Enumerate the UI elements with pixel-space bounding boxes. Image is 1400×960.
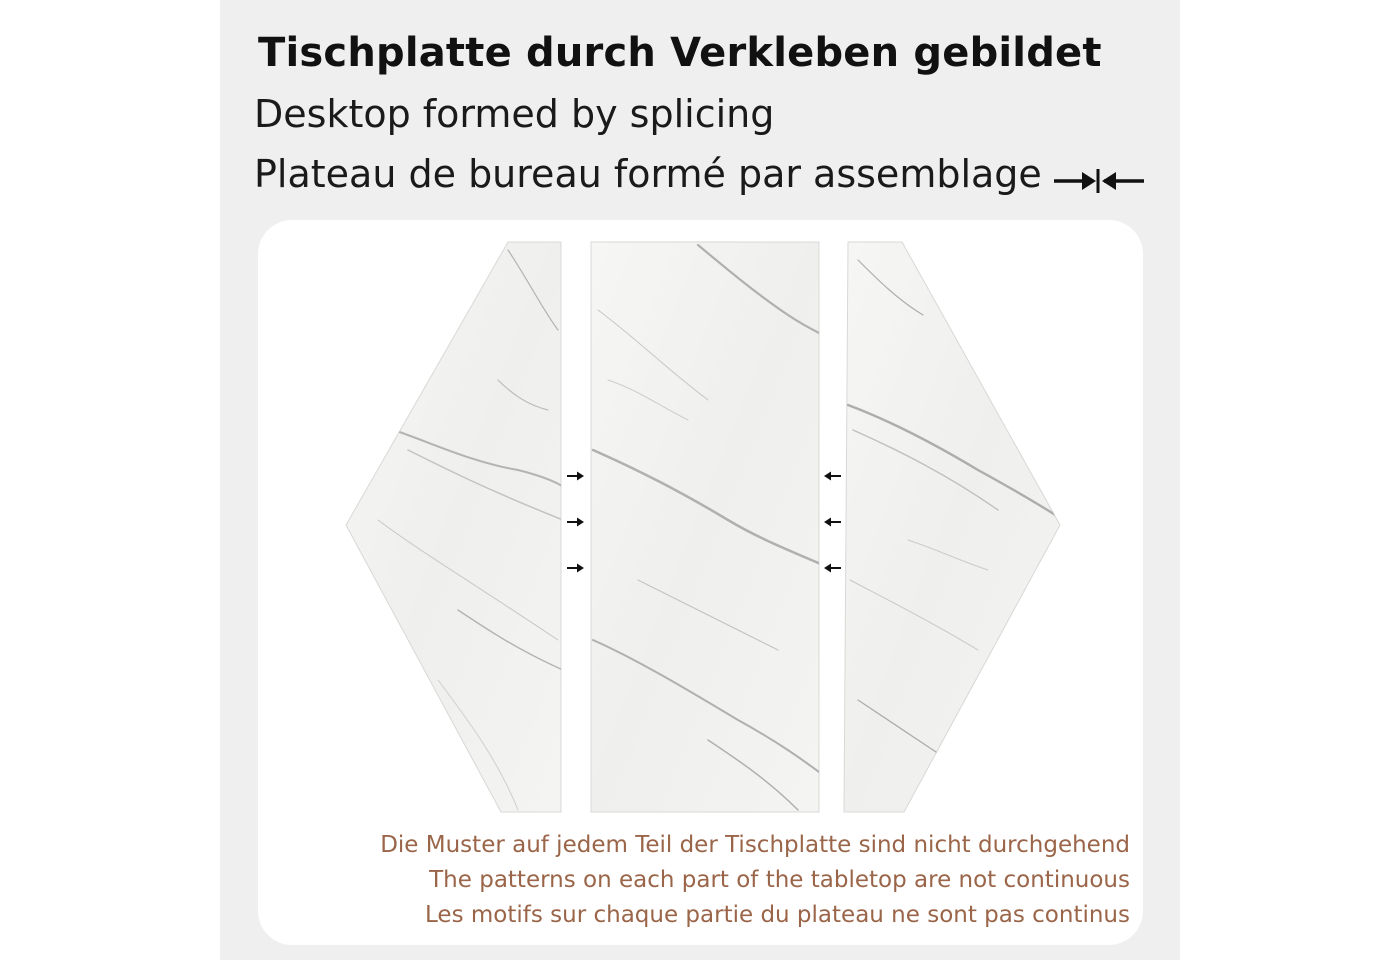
pattern-notice [380, 828, 1130, 933]
arrow-right-icon [567, 518, 584, 527]
arrow-right-icon [567, 472, 584, 481]
arrows-pointing-together-icon [1052, 164, 1148, 198]
title-french: Plateau de bureau formé par assemblage [254, 152, 1042, 196]
title-german: Tischplatte durch Verkleben gebildet [258, 30, 1102, 76]
right-tabletop-section [844, 242, 1063, 812]
arrow-right-icon [567, 564, 584, 573]
left-seam-arrows [567, 472, 584, 573]
notice-german: Die Muster auf jedem Teil der Tischplatte sind nicht durchgehend [380, 832, 1130, 858]
right-seam-arrows [824, 472, 841, 573]
notice-french: Les motifs sur chaque partie du plateau ne sont pas continus [425, 902, 1130, 928]
arrow-left-icon [824, 518, 841, 527]
center-tabletop-section [591, 242, 823, 812]
arrow-left-icon [824, 564, 841, 573]
title-english: Desktop formed by splicing [254, 92, 775, 136]
arrow-left-icon [824, 472, 841, 481]
tabletop-illustration [258, 220, 1143, 820]
notice-english: The patterns on each part of the tabletop are not continuous [429, 867, 1130, 893]
left-tabletop-section [346, 242, 568, 812]
